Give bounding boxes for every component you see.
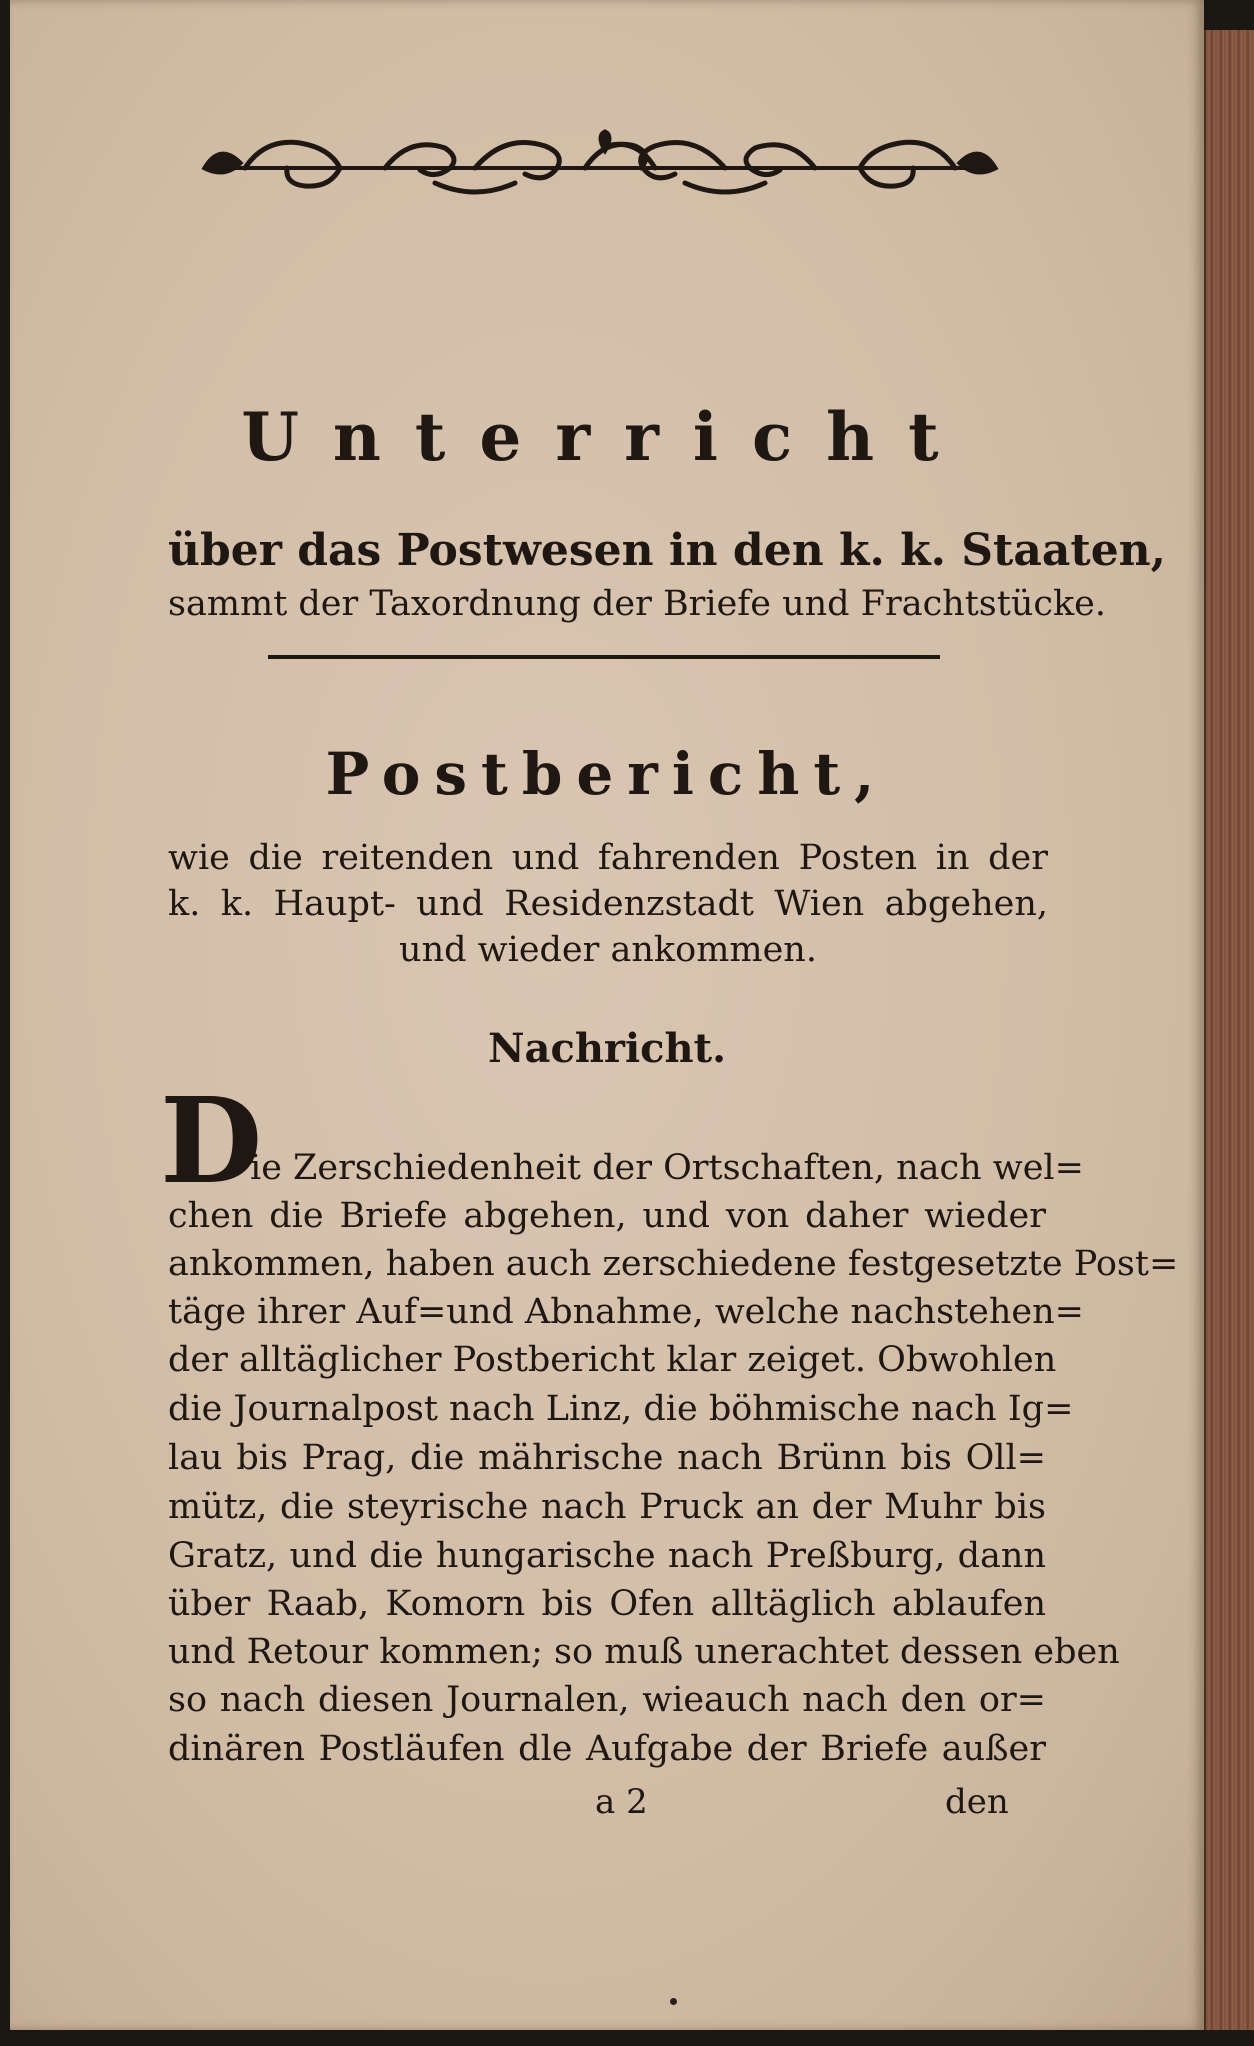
body-line: der alltäglicher Postbericht klar zeiget. Obwohlen — [168, 1340, 1057, 1380]
notice-heading: Nachricht. — [487, 1025, 727, 1072]
page-title: Unterricht — [241, 398, 973, 476]
decorative-ornament-headpiece — [185, 128, 1015, 208]
section-subtitle-line: wie die reitenden und fahrenden Posten in der — [168, 838, 1048, 878]
section-subtitle-line: und wieder ankommen. — [399, 930, 817, 970]
ink-speck — [670, 1998, 677, 2005]
body-line: ie Zerschiedenheit der Ortschaften, nach wel= — [250, 1148, 1084, 1188]
signature-mark: a 2 — [595, 1782, 648, 1822]
body-line: chen die Briefe abgehen, und von daher wieder — [168, 1196, 1046, 1236]
body-line: so nach diesen Journalen, wieauch nach den or= — [168, 1680, 1046, 1720]
body-line: die Journalpost nach Linz, die böhmische nach Ig= — [168, 1389, 1074, 1429]
body-line: mütz, die steyrische nach Pruck an der Muhr bis — [168, 1487, 1046, 1527]
catchword: den — [945, 1782, 1009, 1822]
horizontal-rule — [268, 655, 940, 659]
section-title: Postbericht, — [325, 740, 889, 808]
section-subtitle-line: k. k. Haupt- und Residenzstadt Wien abgehen, — [168, 884, 1048, 924]
page-sheet — [10, 0, 1204, 2030]
drop-cap: D — [160, 1071, 263, 1210]
body-line: und Retour kommen; so muß unerachtet dessen eben — [168, 1632, 1120, 1672]
body-line: ankommen, haben auch zerschiedene festgesetzte Post= — [168, 1244, 1179, 1284]
body-line: täge ihrer Auf=und Abnahme, welche nachstehen= — [168, 1292, 1084, 1332]
page-subtitle-line2: sammt der Taxordnung der Briefe und Frachtstücke. — [168, 584, 1107, 624]
body-line: lau bis Prag, die mährische nach Brünn bis Oll= — [168, 1438, 1046, 1478]
page-subtitle: über das Postwesen in den k. k. Staaten, — [168, 525, 1166, 576]
body-line: Gratz, und die hungarische nach Preßburg, dann — [168, 1536, 1046, 1576]
body-line: über Raab, Komorn bis Ofen alltäglich ablaufen — [168, 1584, 1046, 1624]
body-line: dinären Postläufen dle Aufgabe der Briefe außer — [168, 1729, 1046, 1769]
book-fore-edge — [1204, 30, 1254, 2030]
